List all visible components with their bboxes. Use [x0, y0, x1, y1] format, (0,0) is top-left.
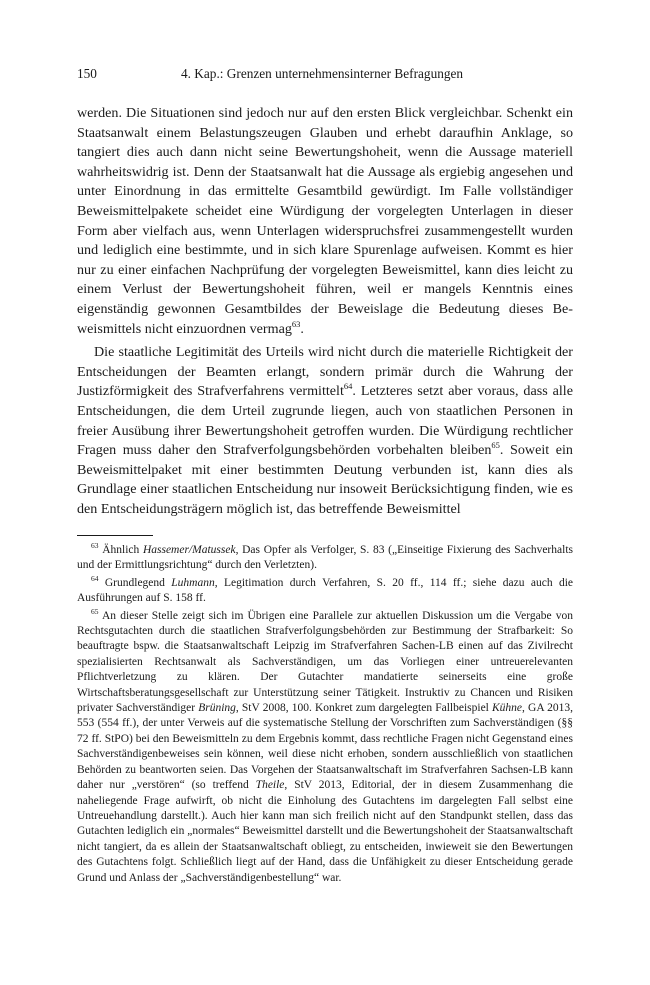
- paragraph-text: Die staatliche Legitimität des Urteils wird nicht durch die materielle Richtigkeit der Entscheidungen der Beamten erlangt, sondern primär durch die Wahrung der Justizförmigkeit des Strafverfahrens vermittelt: [77, 344, 573, 400]
- footnote-text: Ähnlich: [98, 544, 143, 556]
- footnote-text: , StV 2008, 100. Konkret zum dargelegten Fallbeispiel: [235, 702, 492, 715]
- running-title: 4. Kap.: Grenzen unternehmensinterner Befragungen: [181, 66, 464, 81]
- footnote-number: 65: [91, 606, 99, 616]
- author-name: Luhmann: [171, 576, 215, 589]
- footnote-text: Grundlegend: [98, 576, 172, 589]
- footnote-marker: 64: [343, 381, 353, 392]
- paragraph-text: . Letzteres setzt aber voraus, dass alle Entscheidungen, die dem Urteil zugrunde liegen, auch von staatlichen Personen in freier Ausübung ihrer Bewertungshoheit getroffen wurden. Die Würdigung rechtlicher Fragen muss daher den Strafverfolgungsbehörden vorbehalten bleiben: [77, 383, 573, 459]
- footnote-text: , StV 2013, Editorial, der in diesem Zusammenhang die naheliegende Frage aufwirft, ob nicht die Einholung des Gutachtens im dargelegten Fall selbst eine Untreuehandlung darstellt.). Auch hier kann man sich freilich nicht auf den Standpunkt stellen, dass das Gutachten lediglich ein „normales“ Beweismittel darstellt und die Bewertungshoheit der Staatsanwaltschaft nicht tangiert, da es allein der Staatsanwaltschaft obliegt, zu entscheiden, inwieweit sie den Bewertungen des Gutachtens folgt. Schließlich liegt auf der Hand, dass die Unfähigkeit zu dieser Entscheidung gerade Grund und Anlass der „Sachverständigenbestellung“ war.: [77, 779, 573, 884]
- author-name: Theile: [255, 779, 285, 792]
- footnote-text: An dieser Stelle zeigt sich im Übrigen eine Parallele zur aktuellen Diskussion um die Vergabe von Rechtsgutachten durch die staatlichen Strafverfolgungsbehörden zur Bestimmung der Strafbarkeit: So beauftragte bspw. die Staatsanwaltschaft Leipzig im Strafverfahren Sachen-LB einen auf das Zivilrecht spezialisierten Rechtsanwalt als Sachverständigen, um das Vorliegen einer untreuerelevanten Pflichtverletzung zu klären. Der Gutachter mandatierte seinerseits eine große Wirtschaftsberatungsgesellschaft zur Unterstützung seiner Tätigkeit. Instruktiv zu Chancen und Risiken privater Sachverständiger: [77, 609, 573, 715]
- footnote-number: 63: [91, 541, 99, 550]
- main-text: [77, 104, 573, 519]
- footnotes: [77, 543, 573, 886]
- author-name: Kühne: [492, 702, 523, 715]
- footnote-number: 64: [91, 573, 99, 583]
- paragraph-text: . Soweit ein Beweismittelpaket mit einer bestimmten Deutung verbunden ist, kann dies als Grundlage einer staatlichen Entscheidung nur insoweit Berücksichtigung finden, wie es den Entscheidungsträgern möglich ist, das betreffende Beweismittel: [77, 442, 573, 517]
- footnote-65: [77, 606, 573, 886]
- footnote-text: , Das Opfer als Verfolger, S. 83 („Einseitige Fixierung des Sachverhalts und der Ermittlungsrichtung“ durch den Verletzten).: [77, 544, 573, 572]
- page-number: 150: [77, 66, 97, 81]
- footnote-marker: 65: [491, 440, 500, 451]
- paragraph: [77, 343, 573, 519]
- footnote-text: , GA 2013, 553 (554 ff.), der unter Verweis auf die systematische Stellung der Vorschriften zum Sachverständigen (§§ 72 ff. StPO) bei den Beweismitteln zu dem Ergebnis kommt, dass rechtliche Fragen nicht Gegenstand eines Sachverständigenbeweises sein können, weil diese nicht erhoben, sondern ausschließlich von staatlichen Behörden zu beantworten seien. Das Vorgehen der Staatsanwaltschaft im Strafverfahren Sachsen-LB kann daher nur „verstören“ (so treffend: [77, 702, 573, 792]
- footnote-marker: 63: [291, 318, 301, 329]
- paragraph-text: .: [300, 320, 304, 337]
- footnote-64: [77, 573, 574, 607]
- paragraph-text: werden. Die Situationen sind jedoch nur auf den ersten Blick vergleichbar. Schenkt ein Staatsanwalt einem Belastungszeugen Glauben und erhebt daraufhin Anklage, so tangiert dies auch dann nicht seine Bewertungshoheit, wenn die Aussage materiell wahrheitswidrig ist. Denn der Staatsanwalt hat die Aussage als ergiebig angesehen und unter Einordnung in das ermittelte Gesamtbild gewürdigt. Im Falle vollständiger Beweismittelpakete scheidet eine Würdigung der vorgelegten Unterlagen in dieser Form aber vielfach aus, wenn Unterlagen widerspruchsfrei zusammengestellt wurden und lediglich eine bestimmte, und in sich klare Spurenlage aufweisen. Kommt es hier nur zu einer einfachen Nachprüfung der vorgelegten Beweismittel, kann dies leicht zu einem Verlust der Bewertungshoheit führen, weil er mangels Kenntnis eines eigenständig gewonnen Gesamtbildes der Beweislage die Bedeutung dieses Beweismittels nicht einzuordnen vermag: [77, 105, 573, 337]
- paragraph: [77, 104, 573, 339]
- author-name: Brüning: [198, 702, 236, 715]
- footnote-63: [77, 543, 573, 574]
- footnote-separator: [77, 535, 153, 536]
- author-name: Hassemer/Matussek: [142, 544, 236, 556]
- footnote-text: , Legitimation durch Verfahren, S. 20 ff., 114 ff.; siehe dazu auch die Ausführungen auf S. 158 ff.: [77, 576, 574, 605]
